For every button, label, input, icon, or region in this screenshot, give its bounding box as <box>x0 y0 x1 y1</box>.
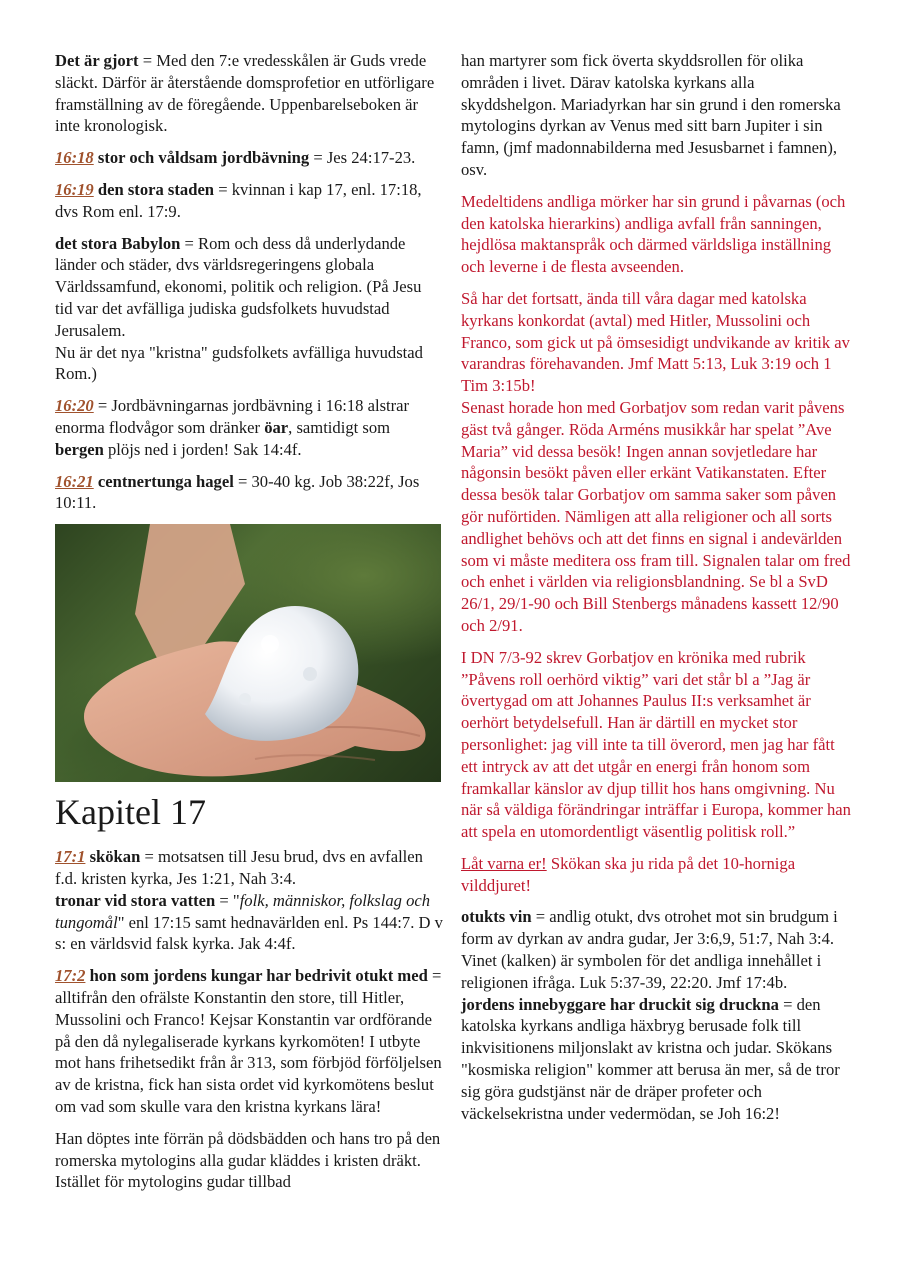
text: Nu är det nya "kristna" gudsfolkets avfälliga huvudstad Rom.) <box>55 342 423 384</box>
text: = Rom och dess då underlydande länder och städer, dvs världsregeringens globala Världssamfund, ekonomi, politik och religion. (På Jesu tid var det avfälliga judiska gudsfolkets huvudstad Jerusalem. <box>55 233 422 340</box>
term: hon som jordens kungar har bedrivit otukt med <box>85 966 428 986</box>
hailstone-photo <box>55 524 441 782</box>
quote: folk, människor, folkslag och tungomål <box>55 890 431 932</box>
verse-ref-link[interactable]: 16:21 <box>55 471 94 491</box>
term: det stora Babylon <box>55 233 181 253</box>
paragraph-konstantin: Han döptes inte förrän på dödsbädden och hans tro på den romerska mytologins alla gudar kläddes i kristen dräkt. Istället för mytologins gudar tillbad <box>55 1128 441 1192</box>
term: skökan <box>85 847 141 867</box>
text: = 30-40 kg. Job 38:22f, Jos 10:11. <box>55 471 420 513</box>
text: Skökan ska ju rida på det 10-horniga vilddjuret! <box>461 853 796 895</box>
text: = Med den 7:e vredesskålen är Guds vrede släckt. Därför är återstående domsprofetior en utförligare framställning av de föregående. Uppenbarelseboken är inte kronologisk. <box>55 51 435 136</box>
term: centnertunga hagel <box>93 471 234 491</box>
verse-ref-link[interactable]: 16:20 <box>55 396 94 416</box>
term: tronar vid stora vatten <box>55 890 216 910</box>
text: = alltifrån den ofrälste Konstantin den store, till Hitler, Mussolini och Franco! Kejsar Konstantin var ordförande på den då nylegaliserade kyrkans kyrkomöten! I utbyte mot hans frihetsedikt från år 313, som förbjöd förföljelsen av de kristna, fick han sista ordet vid kyrkomötens beslut om vad som skulle vara den kristna kyrkans lära! <box>55 966 442 1116</box>
paragraph-otukts-vin <box>461 906 853 1124</box>
paragraph-17-2 <box>55 965 443 1118</box>
paragraph-varning <box>461 853 853 897</box>
verse-ref-link[interactable]: 16:18 <box>55 148 94 168</box>
term: bergen <box>55 439 104 459</box>
verse-ref-link[interactable]: 16:19 <box>55 179 94 199</box>
text: Så har det fortsatt, ända till våra dagar med katolska kyrkans konkordat (avtal) med Hitler, Mussolini och Franco, som gick ut på ömsesidigt undvikande av kritik av varandras förehavanden. Jmf Matt 5:13, Luk 3:19 och 1 Tim 3:15b! <box>461 288 850 396</box>
text: plöjs ned i jorden! Sak 14:4f. <box>103 439 302 459</box>
paragraph-16-21 <box>55 471 443 515</box>
text: , samtidigt som <box>288 417 391 437</box>
text: = den katolska kyrkans andliga häxbryg berusade folk till inkvisitionens miljonslakt av kristna och judar. Skökans "kosmiska religion" kommer att berusa än mer, så de tror sig göra gudstjänst när de dräper profeter och väckelsekristna under vedermödan, se Joh 16:2! <box>461 994 840 1123</box>
term: öar <box>264 417 289 437</box>
paragraph-det-ar-gjort <box>55 50 443 137</box>
paragraph-16-18 <box>55 147 443 169</box>
hand-holding-hailstone-illustration <box>55 524 441 782</box>
term: stor och våldsam jordbävning <box>93 148 310 168</box>
paragraph-16-19 <box>55 179 443 223</box>
term: otukts vin <box>461 907 532 927</box>
text: Senast horade hon med Gorbatjov som redan varit påvens gäst två gånger. Röda Arméns musikkår har spelat ”Ave Maria” vid dessa besök! Ingen annan sovjetledare har någonsin besökt påven eller erkänt Vatikanstaten. Efter dessa besök talar Gorbatjov om samma saker som påven gör nuförtiden. Nämligen att alla religioner och all sorts andlighet behövs och att det finns en signal i andevärlden som vi måste meditera oss fram till. Signalen talar om fred och enhet i världen via religionsblandning. Se bl a SvD 26/1, 29/1-90 och Bill Stenbergs månadens kassett 12/90 och 2/91. <box>461 397 851 635</box>
left-column <box>55 50 443 1203</box>
text: " enl 17:15 samt hednavärlden enl. Ps 144:7. D v s: en världsvid falsk kyrka. Jak 4:4f. <box>55 912 443 954</box>
paragraph-medeltiden: Medeltidens andliga mörker har sin grund i påvarnas (och den katolska hierarkins) andliga avfall från sanningen, hejdlösa maktanspråk och därmed världsliga inställning och leverne i de flesta avseenden. <box>461 191 846 277</box>
term: den stora staden <box>93 179 215 199</box>
term: Det är gjort <box>55 51 139 70</box>
text: = " <box>215 890 240 910</box>
warning-text: Låt varna er! <box>461 853 547 873</box>
text: = andlig otukt, dvs otrohet mot sin brudgum i form av dyrkan av andra gudar, Jer 3:6,9, 51:7, Nah 3:4. Vinet (kalken) är symbolen för det andliga innehållet i religionen ifråga. Luk 5:37-39, 22:20. Jmf 17:4b. <box>461 907 838 992</box>
text: = Jordbävningarnas jordbävning i 16:18 alstrar enorma flodvågor som dränker <box>55 396 410 437</box>
term: jordens innebyggare har druckit sig druckna <box>461 994 779 1014</box>
text: = Jes 24:17-23. <box>309 148 416 168</box>
paragraph-babylon <box>55 233 443 386</box>
text: = motsatsen till Jesu brud, dvs en avfallen f.d. kristen kyrka, Jes 1:21, Nah 3:4. <box>55 847 423 888</box>
right-column <box>461 50 853 1134</box>
text: = kvinnan i kap 17, enl. 17:18, dvs Rom enl. 17:9. <box>55 179 422 221</box>
paragraph-konkordat <box>461 288 853 637</box>
paragraph-gorbatjov-kronika: I DN 7/3-92 skrev Gorbatjov en krönika med rubrik ”Påvens roll oerhörd viktig” vari det står bl a ”Jag är övertygad om att Johannes Paulus II:s verksamhet är oerhört betydelsefull. Han är därtill en mycket stor personlighet: jag vill inte ta till överord, men jag har fått ett intryck av att det utgår en energi från honom som framkallar känslor av djup tillit hos hans omgivning. Nu när så väldiga förändringar inträffar i Europa, kommer han att spela en utomordentligt väsentlig politisk roll.” <box>461 647 851 842</box>
paragraph-17-1 <box>55 846 443 955</box>
verse-ref-link[interactable]: 17:2 <box>55 966 86 986</box>
paragraph-16-20 <box>55 395 443 460</box>
chapter-heading: Kapitel 17 <box>55 792 206 833</box>
verse-ref-link[interactable]: 17:1 <box>55 847 86 867</box>
paragraph-martyrer: han martyrer som fick överta skyddsrollen för olika områden i livet. Därav katolska kyrkans alla skyddshelgon. Mariadyrkan har sin grund i den romerska mytologins dyrkan av Venus med sitt barn Jupiter i sin famn, (jmf madonnabilderna med Jesusbarnet i famnen), osv. <box>461 51 841 179</box>
